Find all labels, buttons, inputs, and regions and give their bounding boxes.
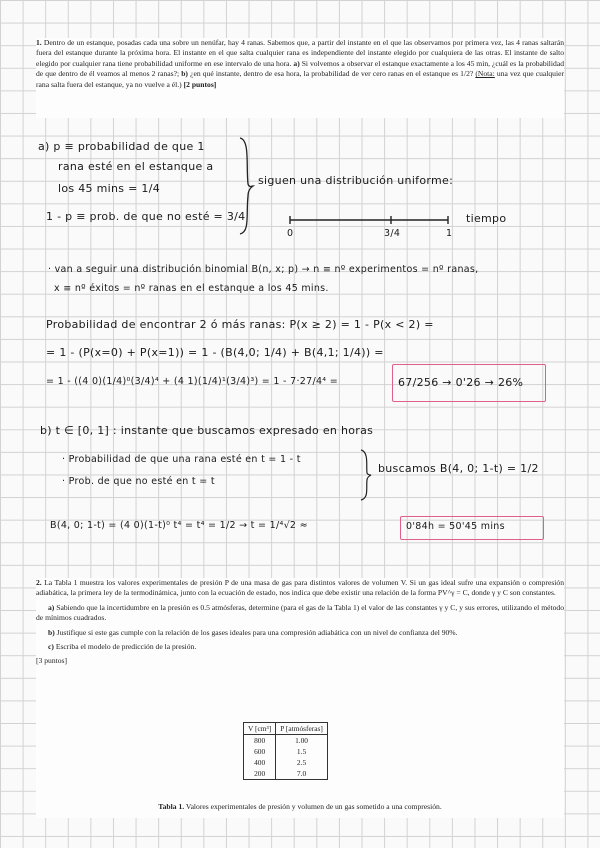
- hw-b-equation: B(4, 0; 1-t) = (4 0)(1-t)⁰ t⁴ = t⁴ = 1/2 → t = 1/⁴√2 ≈: [50, 520, 308, 531]
- table-row: [244, 757, 328, 768]
- time-axis: [286, 208, 466, 248]
- table-cell: 400: [244, 757, 276, 768]
- axis-label-time: tiempo: [466, 212, 507, 225]
- hw-result-a: 67/256 → 0'26 → 26%: [398, 376, 524, 389]
- hw-b-search: buscamos B(4, 0; 1-t) = 1/2: [378, 462, 539, 475]
- problem-1-part-a-text: Si volvemos a observar el estanque exactamente a los 45 min, ¿cuál es la probabilidad de que dentro de él veamos al menos 2 ranas?;: [36, 58, 564, 79]
- curly-brace-a: [236, 136, 256, 236]
- problem-2-intro: La Tabla 1 muestra los valores experimentales de presión P de una masa de gas para distintos valores de volumen V. Si un gas ideal sufre una expansión o compresión adiabática, la primera ley de la termodinámica, junto con la ecuación de estado, nos indica que debe existir una relación de la forma PV^γ = C, donde γ y C son constantes.: [36, 578, 564, 598]
- gas-data-table: [243, 722, 328, 780]
- table-row: [244, 746, 328, 757]
- hw-b-line1: b) t ∈ [0, 1] : instante que buscamos expresado en horas: [40, 424, 374, 437]
- problem-2-points: [3 puntos]: [36, 656, 68, 666]
- hw-result-b: 0'84h = 50'45 mins: [406, 521, 505, 532]
- table-cell: 1.5: [276, 746, 328, 757]
- table-header-pressure: P [atmósferas]: [276, 723, 328, 735]
- axis-zero: 0: [287, 228, 294, 239]
- table-caption: [36, 802, 564, 811]
- problem-1-part-b-text: ¿en qué instante, dentro de esa hora, la probabilidad de ver cero ranas en el estanque es 1/2?: [190, 69, 474, 79]
- hw-a-line2: rana esté en el estanque a: [58, 160, 214, 173]
- problem-1-note-label: (Nota:: [475, 69, 495, 79]
- problem-2-number: 2.: [36, 578, 42, 587]
- problem-2-c-label: c): [48, 642, 54, 652]
- hw-a-line1: a) p ≡ probabilidad de que 1: [38, 140, 205, 153]
- table-caption-text: Valores experimentales de presión y volumen de un gas sometido a una compresión.: [185, 802, 442, 811]
- problem-2-b-label: b): [48, 627, 55, 637]
- hw-calc-line-1: = 1 - (P(x=0) + P(x=1)) = 1 - (B(4,0; 1/4) + B(4,1; 1/4)) =: [46, 346, 384, 359]
- problem-2-a-text: Sabiendo que la incertidumbre en la presión es 0.5 atmósferas, determine (para el gas de la Tabla 1) el valor de las constantes γ y C, y sus errores, utilizando el método de mínimos cuadrados.: [36, 602, 565, 623]
- problem-1-number: 1.: [36, 38, 42, 47]
- problem-2-b-text: Justifique si este gas cumple con la relación de los gases ideales para una compresión adiabática con un nivel de confianza del 90%.: [56, 627, 458, 637]
- problem-2-a-label: a): [48, 602, 55, 612]
- table-row: [244, 768, 328, 780]
- hw-a-line3: los 45 mins = 1/4: [58, 182, 160, 195]
- axis-three-quarters: 3/4: [384, 228, 401, 239]
- problem-1-points: [2 puntos]: [183, 79, 217, 89]
- hw-probability-line: Probabilidad de encontrar 2 ó más ranas: P(x ≥ 2) = 1 - P(x < 2) =: [46, 318, 434, 331]
- hw-binomial-2: x ≡ nº éxitos = nº ranas en el estanque a los 45 mins.: [54, 283, 329, 294]
- hw-b-line3: · Prob. de que no esté en t = t: [62, 476, 215, 487]
- problem-1-part-b-label: b): [181, 69, 188, 79]
- table-cell: 2.5: [276, 757, 328, 768]
- table-cell: 200: [244, 768, 276, 780]
- table-cell: 1.00: [276, 735, 328, 747]
- table-cell: 600: [244, 746, 276, 757]
- problem-1-part-a-label: a): [293, 58, 300, 68]
- table-header-row: [244, 723, 328, 735]
- problem-1-note-text: una vez que cualquier rana salta fuera del estanque, ya no vuelve a él.): [36, 69, 564, 89]
- curly-brace-b: [358, 448, 374, 502]
- table-cell: 800: [244, 735, 276, 747]
- problem-2-statement: [36, 578, 564, 818]
- axis-one: 1: [446, 228, 453, 239]
- table-cell: 7.0: [276, 768, 328, 780]
- hw-binomial-1: · van a seguir una distribución binomial B(n, x; p) → n ≡ nº experimentos = nº ranas,: [48, 264, 479, 275]
- hw-b-line2: · Probabilidad de que una rana esté en t = 1 - t: [62, 454, 301, 465]
- table-header-volume: V [cm³]: [244, 723, 276, 735]
- hw-uniform: siguen una distribución uniforme:: [258, 174, 454, 187]
- table-caption-label: Tabla 1.: [158, 802, 185, 811]
- problem-2-c-text: Escriba el modelo de predicción de la presión.: [55, 642, 197, 652]
- problem-1-text: Dentro de un estanque, posadas cada una sobre un nenúfar, hay 4 ranas. Sabemos que, a partir del instante en el que las observamos por primera vez, las 4 ranas saltarán fuera del estanque durante la próxima hora. El instante en el que salta cualquier rana es independiente del instante elegido por cualquiera de las otras. El instante de salto elegido por cualquier rana tiene probabilidad uniforme en ese intervalo de una hora.: [36, 38, 564, 68]
- table-row: [244, 735, 328, 747]
- hw-a-line4: 1 - p ≡ prob. de que no esté = 3/4: [46, 210, 246, 223]
- problem-1-statement: [36, 38, 564, 118]
- hw-calc-line-2: = 1 - ((4 0)(1/4)⁰(3/4)⁴ + (4 1)(1/4)¹(3/4)³) = 1 - 7·27/4⁴ =: [46, 376, 338, 387]
